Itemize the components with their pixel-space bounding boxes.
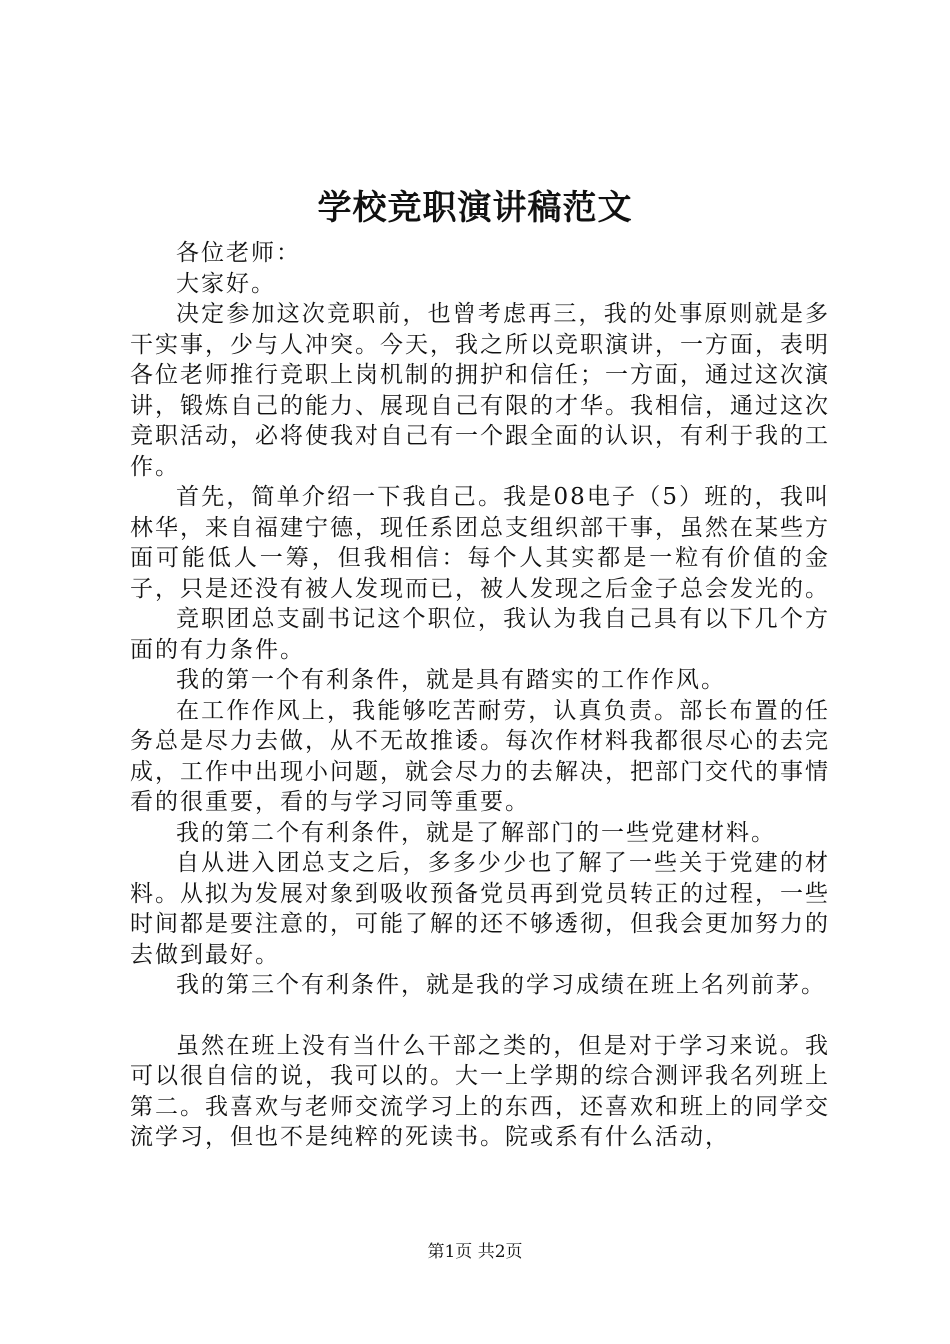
paragraph-condition-3: 我的第三个有利条件，就是我的学习成绩在班上名列前茅。 bbox=[176, 972, 826, 998]
paragraph-condition-1: 我的第一个有利条件，就是具有踏实的工作作风。 bbox=[176, 667, 726, 693]
document-title: 学校竞职演讲稿范文 bbox=[317, 188, 633, 228]
document-body bbox=[130, 238, 830, 1153]
page-number-footer: 第1页 共2页 bbox=[427, 1242, 523, 1262]
paragraph-self-introduction: 首先，简单介绍一下我自己。我是08电子（5）班的，我叫林华，来自福建宁德，现任系团总支组织部干事，虽然在某些方面可能低人一筹，但我相信：每个人其实都是一粒有价值的金子，只是还没有被人发现而已，被人发现之后金子总会发光的。 bbox=[130, 484, 830, 602]
paragraph-condition-3-detail: 虽然在班上没有当什么干部之类的，但是对于学习来说。我可以很自信的说，我可以的。大一上学期的综合测评我名列班上第二。我喜欢与老师交流学习上的东西，还喜欢和班上的同学交流学习，但也不是纯粹的死读书。院或系有什么活动， bbox=[130, 1032, 830, 1150]
paragraph-condition-2-detail: 自从进入团总支之后，多多少少也了解了一些关于党建的材料。从拟为发展对象到吸收预备党员再到党员转正的过程，一些时间都是要注意的，可能了解的还不够透彻，但我会更加努力的去做到最好。 bbox=[130, 850, 830, 968]
paragraph-intro: 决定参加这次竞职前，也曾考虑再三，我的处事原则就是多干实事，少与人冲突。今天，我之所以竞职演讲，一方面，表明各位老师推行竞职上岗机制的拥护和信任；一方面，通过这次演讲，锻炼自己的能力、展现自己有限的才华。我相信，通过这次竞职活动，必将使我对自己有一个跟全面的认识，有利于我的工作。 bbox=[130, 301, 830, 480]
paragraph-condition-1-detail: 在工作作风上，我能够吃苦耐劳，认真负责。部长布置的任务总是尽力去做，从不无故推诿。每次作材料我都很尽心的去完成，工作中出现小问题，就会尽力的去解决，把部门交代的事情看的很重要，看的与学习同等重要。 bbox=[130, 697, 830, 815]
paragraph-salutation: 各位老师： bbox=[176, 240, 301, 266]
paragraph-condition-2: 我的第二个有利条件，就是了解部门的一些党建材料。 bbox=[176, 819, 776, 846]
paragraph-position: 竞职团总支副书记这个职位，我认为我自己具有以下几个方面的有力条件。 bbox=[130, 606, 830, 663]
paragraph-greeting: 大家好。 bbox=[176, 270, 276, 297]
